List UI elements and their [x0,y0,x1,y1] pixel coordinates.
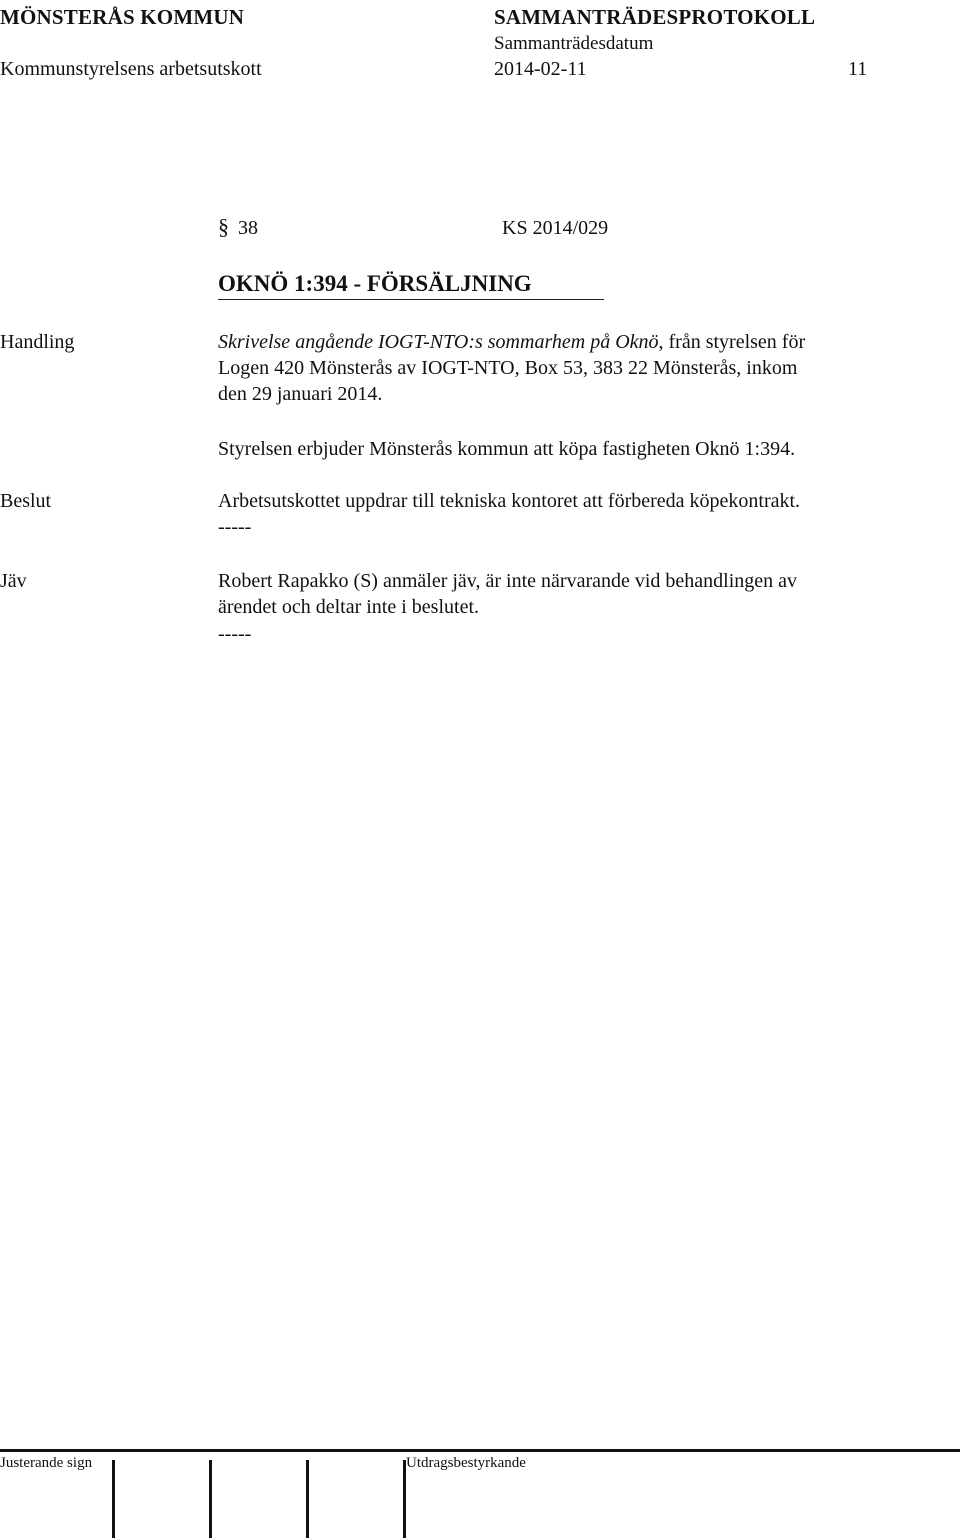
meeting-date: 2014-02-11 [494,58,587,80]
signature-box-divider [306,1460,309,1538]
jav-separator: ----- [218,623,252,645]
handling-line-1 [218,332,805,352]
handling-line-3: den 29 januari 2014. [218,383,383,405]
signature-box-divider [403,1460,406,1538]
meeting-date-label: Sammanträdesdatum [494,33,654,54]
signers-label: Justerande sign [0,1455,93,1471]
handling-line-2: Logen 420 Mönsterås av IOGT-NTO, Box 53, 383 22 Mönsterås, inkom [218,357,798,379]
beslut-label: Beslut [0,490,52,512]
beslut-text: Arbetsutskottet uppdrar till tekniska kontoret att förbereda köpekontrakt. [218,490,801,512]
signature-box-divider [209,1460,212,1538]
certification-label: Utdragsbestyrkande [406,1455,526,1471]
case-paragraph-number: 38 [238,217,258,239]
document-sender: , från styrelsen för [658,331,806,353]
case-reference: KS 2014/029 [502,217,609,239]
protocol-title: SAMMANTRÄDESPROTOKOLL [494,5,816,29]
signature-box-divider [112,1460,115,1538]
municipality-name: MÖNSTERÅS KOMMUN [0,5,245,29]
case-title: OKNÖ 1:394 - FÖRSÄLJNING [218,271,532,296]
jav-label: Jäv [0,570,27,592]
footer-rule [0,1449,960,1452]
jav-line-2: ärendet och deltar inte i beslutet. [218,596,480,618]
handling-label: Handling [0,331,75,353]
jav-line-1: Robert Rapakko (S) anmäler jäv, är inte närvarande vid behandlingen av [218,570,798,592]
document-title: Skrivelse angående IOGT-NTO:s sommarhem på Oknö [218,331,659,353]
paragraph-sign: § [218,214,229,239]
beslut-separator: ----- [218,516,252,538]
title-underline [218,299,604,300]
handling-offer: Styrelsen erbjuder Mönsterås kommun att köpa fastigheten Oknö 1:394. [218,438,796,460]
page-number: 11 [848,58,868,80]
committee-name: Kommunstyrelsens arbetsutskott [0,58,262,80]
